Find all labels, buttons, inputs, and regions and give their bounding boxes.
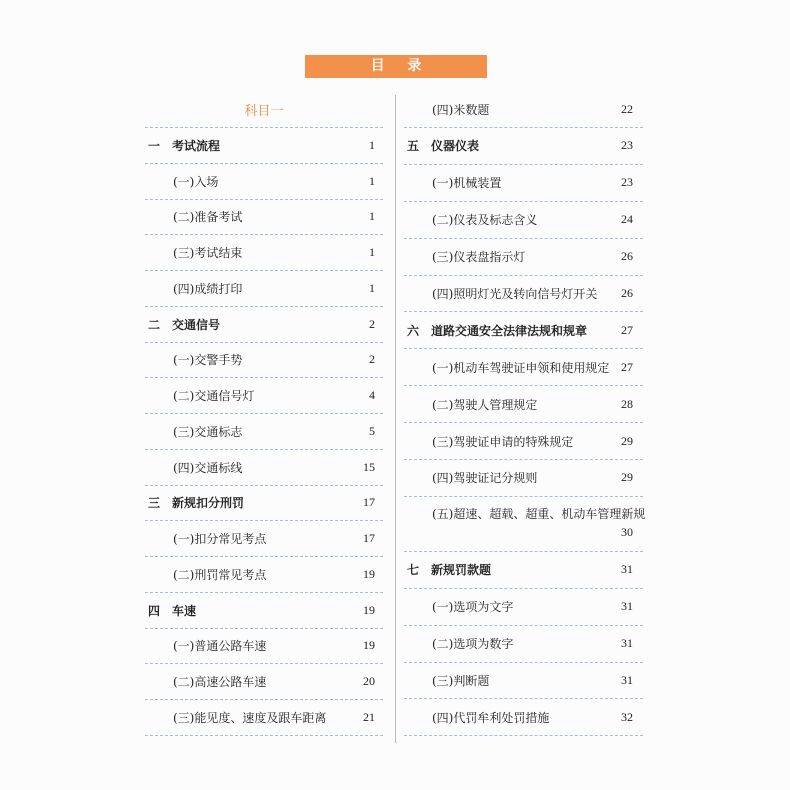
page-number: 19 (363, 566, 375, 581)
page-number: 28 (621, 396, 633, 411)
toc-section-row (404, 552, 643, 589)
page-number: 31 (621, 673, 633, 688)
entry-title: (二)仪表及标志含义 (432, 213, 538, 228)
page-number: 29 (621, 470, 633, 485)
toc-title: 目 录 (370, 58, 422, 74)
page-number: 1 (369, 245, 375, 260)
entry-title: (三)考试结束 (173, 246, 243, 261)
toc-entry-row (404, 349, 643, 386)
section-title: 仪器仪表 (431, 139, 480, 154)
section-title: 新规扣分刑罚 (172, 496, 245, 511)
entry-title: (一)普通公路车速 (173, 639, 267, 654)
entry-title: (四)成绩打印 (173, 281, 243, 296)
section-title: 交通信号 (172, 317, 221, 332)
entry-title: (三)交通标志 (173, 424, 243, 439)
toc-entry-row (145, 271, 383, 307)
toc-column-left (145, 92, 383, 736)
page-number: 21 (363, 709, 375, 724)
entry-title: (五)超速、超载、超重、机动车管理新规 (432, 507, 646, 522)
toc-entry-row (404, 423, 643, 460)
column-divider (395, 95, 396, 743)
page-number: 19 (363, 638, 375, 653)
entry-title: (二)高速公路车速 (173, 675, 267, 690)
toc-entry-row (404, 92, 643, 128)
section-title: 新规罚款题 (431, 563, 492, 578)
page-number: 15 (363, 459, 375, 474)
toc-entry-row (145, 700, 383, 736)
entry-title: (四)米数题 (432, 103, 490, 117)
page-number: 4 (369, 388, 375, 403)
page-number: 30 (621, 525, 633, 540)
toc-entry-row (145, 343, 383, 379)
page-number: 20 (363, 674, 375, 689)
section-title: 道路交通安全法律法规和规章 (431, 323, 588, 338)
toc-entry-row (145, 664, 383, 700)
page-number: 23 (621, 138, 633, 153)
section-title: 车速 (172, 603, 197, 618)
toc-entry-row (145, 200, 383, 236)
entry-title: (四)照明灯光及转向信号灯开关 (432, 287, 598, 301)
subject-heading: 科目一 (145, 92, 383, 128)
page-number: 26 (621, 286, 633, 300)
entry-title: (一)交警手势 (173, 353, 243, 368)
toc-entry-row (145, 521, 383, 557)
page-number: 23 (621, 175, 633, 190)
entry-title: (二)准备考试 (173, 210, 243, 225)
page-number: 19 (363, 602, 375, 617)
page-number: 17 (363, 531, 375, 546)
toc-entry-row (404, 460, 643, 497)
entry-title: (二)交通信号灯 (173, 389, 255, 404)
toc-section-row (404, 312, 643, 349)
entry-title: (三)能见度、速度及跟车距离 (173, 710, 327, 725)
toc-entry-row (145, 164, 383, 200)
page-number: 29 (621, 433, 633, 448)
toc-title-banner (305, 55, 487, 78)
toc-entry-row (404, 386, 643, 423)
entry-title: (四)交通标线 (173, 460, 243, 475)
page-number: 27 (621, 359, 633, 374)
toc-column-right (404, 92, 646, 736)
entry-title: (二)选项为数字 (432, 637, 514, 652)
section-number: 四 (148, 603, 161, 618)
toc-entry-row (145, 629, 383, 665)
toc-entry-row (404, 699, 643, 736)
toc-entry-row (404, 165, 643, 202)
page-number: 1 (369, 209, 375, 224)
entry-title: (二)驾驶人管理规定 (432, 397, 538, 412)
toc-section-row (145, 128, 383, 164)
page-number: 17 (363, 495, 375, 510)
toc-entry-row (404, 663, 643, 700)
section-number: 一 (148, 138, 161, 153)
entry-title: (一)选项为文字 (432, 600, 514, 615)
entry-title: (四)代罚牟利处罚措施 (432, 710, 550, 725)
page-number: 5 (369, 423, 375, 438)
entry-title: (三)驾驶证申请的特殊规定 (432, 434, 574, 449)
toc-section-row (404, 128, 643, 165)
entry-title: (一)机械装置 (432, 176, 502, 191)
toc-entry-list (145, 128, 383, 736)
page-number: 31 (621, 562, 633, 577)
toc-entry-row (145, 235, 383, 271)
toc-entry-row (404, 276, 643, 313)
entry-title: (一)入场 (173, 174, 219, 189)
toc-section-row (145, 307, 383, 343)
page-number: 26 (621, 249, 633, 264)
page-number: 2 (369, 316, 375, 331)
page-number: 31 (621, 599, 633, 614)
section-number: 三 (148, 496, 161, 511)
toc-entry-row (145, 414, 383, 450)
toc-entry-row (404, 202, 643, 239)
toc-entry-row (145, 450, 383, 486)
page-number: 32 (621, 709, 633, 724)
entry-title: (一)扣分常见考点 (173, 532, 267, 547)
toc-entry-row (404, 497, 646, 552)
toc-entry-row (404, 589, 643, 626)
toc-entry-row (145, 557, 383, 593)
toc-section-row (145, 486, 383, 522)
page-number: 24 (621, 212, 633, 227)
entry-title: (三)判断题 (432, 674, 490, 689)
entry-title: (一)机动车驾驶证申领和使用规定 (432, 360, 610, 375)
entry-title: (四)驾驶证记分规则 (432, 471, 538, 486)
page-number: 27 (621, 322, 633, 337)
toc-entry-row (404, 626, 643, 663)
section-number: 二 (148, 317, 161, 332)
toc-entry-list (404, 92, 646, 736)
section-number: 五 (407, 139, 420, 154)
entry-title: (二)刑罚常见考点 (173, 567, 267, 582)
page-number: 31 (621, 636, 633, 651)
page-number: 1 (369, 137, 375, 152)
page-number: 1 (369, 280, 375, 295)
toc-entry-row (404, 239, 643, 276)
section-number: 六 (407, 323, 420, 338)
toc-section-row (145, 593, 383, 629)
toc-entry-row (145, 378, 383, 414)
page-number: 1 (369, 173, 375, 188)
page-number: 22 (621, 102, 633, 116)
page-number: 2 (369, 352, 375, 367)
section-number: 七 (407, 563, 420, 578)
entry-title: (三)仪表盘指示灯 (432, 250, 526, 265)
section-title: 考试流程 (172, 138, 221, 153)
